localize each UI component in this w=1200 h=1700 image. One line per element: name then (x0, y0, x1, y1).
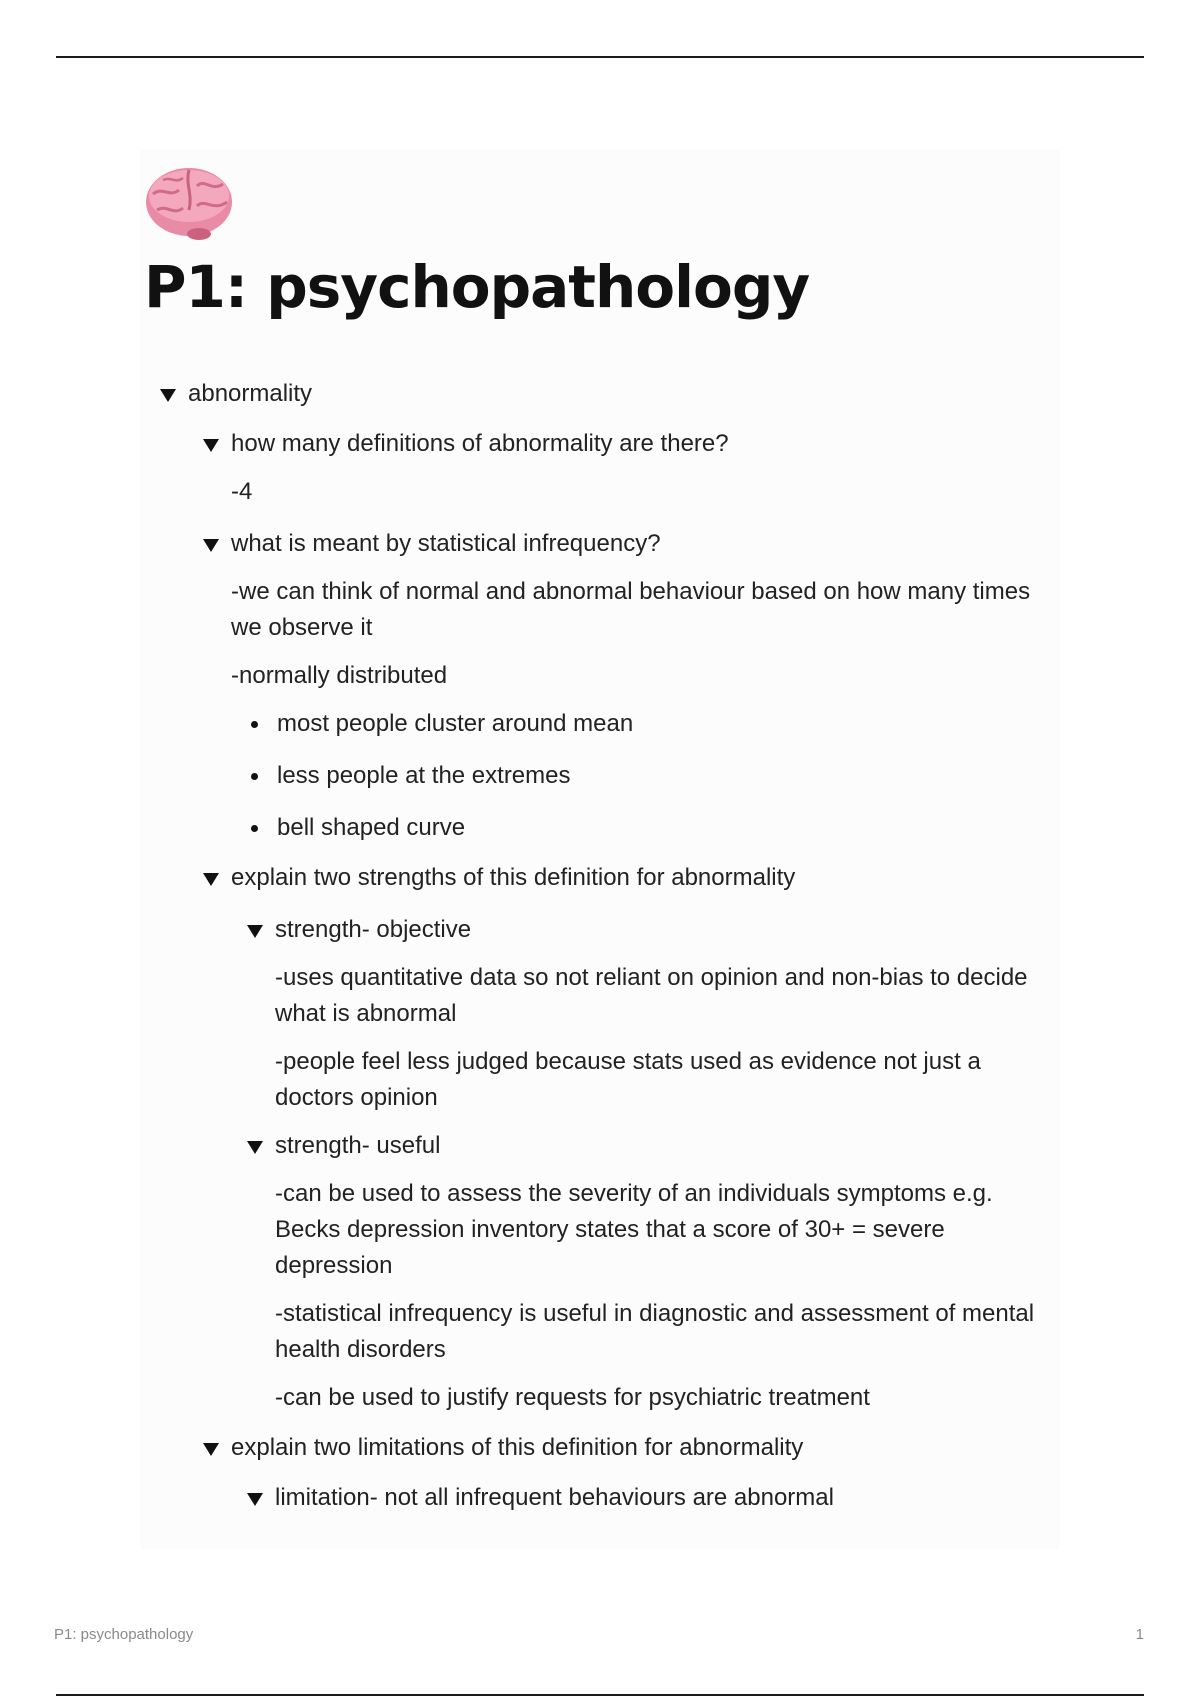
page-number: 1 (1135, 1626, 1144, 1643)
paragraph: -uses quantitative data so not reliant on opinion and non-bias to decide what is abnormal (275, 964, 1028, 1027)
paragraph: -statistical infrequency is useful in diagnostic and assessment of mental health disorders (275, 1300, 1035, 1363)
paragraph: -people feel less judged because stats used as evidence not just a doctors opinion (275, 1048, 981, 1111)
toggle-label: limitation- not all infrequent behaviours are abnormal (275, 1484, 834, 1511)
triangle-down-icon[interactable] (247, 1141, 263, 1154)
outline-tree (160, 376, 1080, 1516)
toggle-label: explain two limitations of this definition for abnormality (231, 1434, 804, 1461)
triangle-down-icon[interactable] (203, 439, 219, 452)
paragraph: -normally distributed (231, 662, 448, 689)
paragraph: -can be used to justify requests for psychiatric treatment (275, 1384, 870, 1411)
list-item-text: less people at the extremes (277, 762, 571, 789)
toggle-strength-useful[interactable] (247, 1128, 1080, 1164)
page-title: P1: psychopathology (144, 253, 810, 321)
toggle-label: strength- useful (275, 1132, 441, 1159)
triangle-down-icon[interactable] (203, 873, 219, 886)
toggle-q-statistical-infrequency[interactable] (203, 526, 1080, 562)
footer-title: P1: psychopathology (54, 1626, 194, 1643)
list-item (247, 706, 1080, 742)
bullet-dot-icon (251, 721, 258, 728)
bullet-dot-icon (251, 773, 258, 780)
triangle-down-icon[interactable] (160, 389, 176, 402)
bottom-rule (56, 1694, 1144, 1696)
triangle-down-icon[interactable] (203, 539, 219, 552)
toggle-label: what is meant by statistical infrequency? (231, 530, 661, 557)
brain-emoji-icon (143, 164, 235, 240)
list-item-text: most people cluster around mean (277, 710, 634, 737)
triangle-down-icon[interactable] (247, 1493, 263, 1506)
list-item (247, 758, 1080, 794)
toggle-label: abnormality (188, 380, 313, 407)
toggle-strength-objective[interactable] (247, 912, 1080, 948)
toggle-label: how many definitions of abnormality are there? (231, 430, 729, 457)
toggle-abnormality[interactable] (160, 376, 1080, 412)
paragraph: -can be used to assess the severity of an individuals symptoms e.g. Becks depression inventory states that a score of 30+ = severe depression (275, 1180, 993, 1279)
toggle-q-definitions[interactable] (203, 426, 1080, 462)
paragraph: -we can think of normal and abnormal behaviour based on how many times we observe it (231, 578, 1031, 641)
list-item (247, 810, 1080, 846)
triangle-down-icon[interactable] (203, 1443, 219, 1456)
toggle-limitation-infrequent[interactable] (247, 1480, 1080, 1516)
list-item-text: bell shaped curve (277, 814, 466, 841)
toggle-label: explain two strengths of this definition for abnormality (231, 864, 796, 891)
answer-text: -4 (231, 478, 253, 505)
toggle-label: strength- objective (275, 916, 472, 943)
triangle-down-icon[interactable] (247, 925, 263, 938)
top-rule (56, 56, 1144, 58)
bullet-dot-icon (251, 825, 258, 832)
toggle-q-limitations[interactable] (203, 1430, 1080, 1466)
toggle-q-strengths[interactable] (203, 860, 1080, 896)
